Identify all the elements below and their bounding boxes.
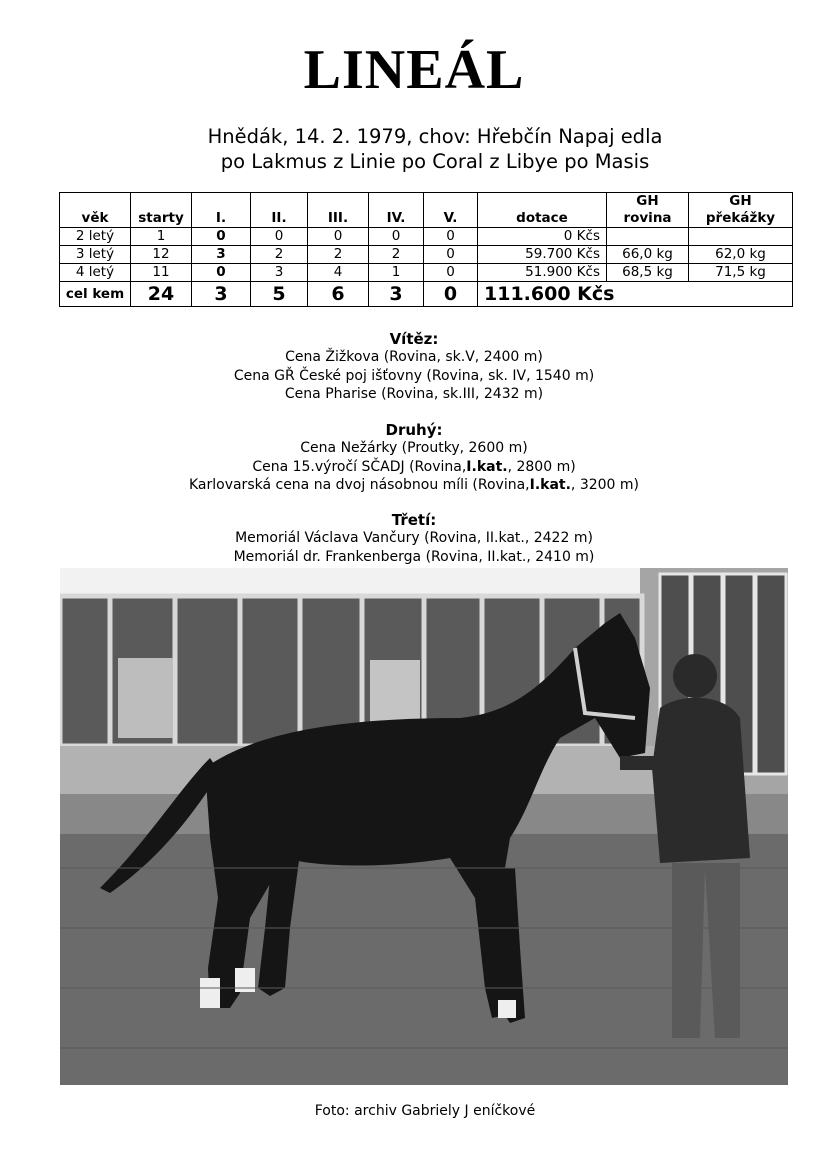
table-cell: 12: [131, 246, 192, 264]
list-item: Cena Pharise (Rovina, sk.III, 2432 m): [284, 385, 544, 402]
list-item: Memoriál Václava Vančury (Rovina, II.kat., 2422 m): [235, 530, 593, 547]
table-total-row: [60, 282, 793, 307]
section-heading: Vítěz:: [389, 330, 439, 348]
col-header: věk: [60, 193, 131, 228]
table-cell: [689, 228, 793, 246]
list-item: Memoriál dr. Frankenberga (Rovina, II.kat., 2410 m): [233, 548, 595, 565]
section-third: [0, 511, 828, 566]
table-cell: 68,5 kg: [607, 264, 689, 282]
table-cell: 2 letý: [60, 228, 131, 246]
pedigree: po Lakmus z Linie po Coral z Libye po Masis: [220, 150, 650, 173]
horse-info: Hnědák, 14. 2. 1979, chov: Hřebčín Napaj edla: [207, 125, 663, 148]
table-cell: 5: [251, 282, 308, 307]
table-cell: 3: [251, 264, 308, 282]
list-item: Cena Žižkova (Rovina, sk.V, 2400 m): [285, 349, 543, 366]
horse-photo: [60, 568, 788, 1085]
text-part: , 2800 m): [507, 458, 576, 475]
col-header: II.: [251, 193, 308, 228]
table-cell: 3: [369, 282, 424, 307]
header-line: překážky: [705, 210, 776, 226]
col-header-gh-rovina: [607, 193, 689, 228]
col-header: V.: [424, 193, 478, 228]
table-cell: 2: [308, 246, 369, 264]
table-cell: 62,0 kg: [689, 246, 793, 264]
header-line: GH: [729, 193, 752, 209]
section-second: [0, 421, 828, 494]
table-cell: 1: [131, 228, 192, 246]
text-part-bold: I.kat.: [466, 458, 508, 475]
col-header: IV.: [369, 193, 424, 228]
table-cell-total-dotace: 111.600 Kčs: [478, 282, 793, 307]
table-cell: 0 Kčs: [478, 228, 607, 246]
table-cell: 51.900 Kčs: [478, 264, 607, 282]
table-row: [60, 246, 793, 264]
col-header-gh-prekazky: [689, 193, 793, 228]
table-cell: 11: [131, 264, 192, 282]
text-part: Karlovarská cena na dvoj násobnou míli (Rovina,: [188, 476, 530, 493]
section-heading: Třetí:: [391, 511, 437, 529]
col-header: III.: [308, 193, 369, 228]
photo-caption: Foto: archiv Gabriely J eníčkové: [314, 1103, 536, 1119]
list-item: [0, 476, 828, 494]
table-row: [60, 264, 793, 282]
table-cell: 59.700 Kčs: [478, 246, 607, 264]
table-cell: 3: [192, 246, 251, 264]
table-cell: 6: [308, 282, 369, 307]
header-line: GH: [636, 193, 659, 209]
header-line: rovina: [623, 210, 672, 226]
table-cell: 4 letý: [60, 264, 131, 282]
table-cell: 3 letý: [60, 246, 131, 264]
text-part: Cena 15.výročí SČADJ (Rovina,: [252, 458, 467, 475]
table-cell: 4: [308, 264, 369, 282]
table-cell: 0: [251, 228, 308, 246]
section-winner: [0, 330, 828, 403]
section-heading: Druhý:: [385, 421, 443, 439]
table-cell: [607, 228, 689, 246]
table-cell: 3: [192, 282, 251, 307]
table-cell: 0: [308, 228, 369, 246]
table-cell: cel kem: [60, 282, 131, 307]
text-part-bold: I.kat.: [529, 476, 571, 493]
table-cell: 0: [424, 282, 478, 307]
table-cell: 0: [192, 228, 251, 246]
table-row: [60, 228, 793, 246]
col-header: dotace: [478, 193, 607, 228]
page-title: LINEÁL: [303, 39, 525, 101]
table-cell: 24: [131, 282, 192, 307]
col-header: starty: [131, 193, 192, 228]
col-header: I.: [192, 193, 251, 228]
table-cell: 71,5 kg: [689, 264, 793, 282]
table-cell: 66,0 kg: [607, 246, 689, 264]
table-cell: 2: [251, 246, 308, 264]
table-cell: 1: [369, 264, 424, 282]
table-cell: 0: [424, 246, 478, 264]
table-header-row: [60, 193, 793, 228]
table-cell: 0: [369, 228, 424, 246]
table-cell: 0: [192, 264, 251, 282]
list-item: Cena Nežárky (Proutky, 2600 m): [300, 440, 528, 457]
text-part: , 3200 m): [570, 476, 640, 493]
list-item: Cena GŘ České poj išťovny (Rovina, sk. IV, 1540 m): [233, 367, 595, 384]
table-cell: 0: [424, 228, 478, 246]
table-cell: 2: [369, 246, 424, 264]
list-item: [0, 458, 828, 476]
table-cell: 0: [424, 264, 478, 282]
race-record-table: [59, 192, 793, 307]
